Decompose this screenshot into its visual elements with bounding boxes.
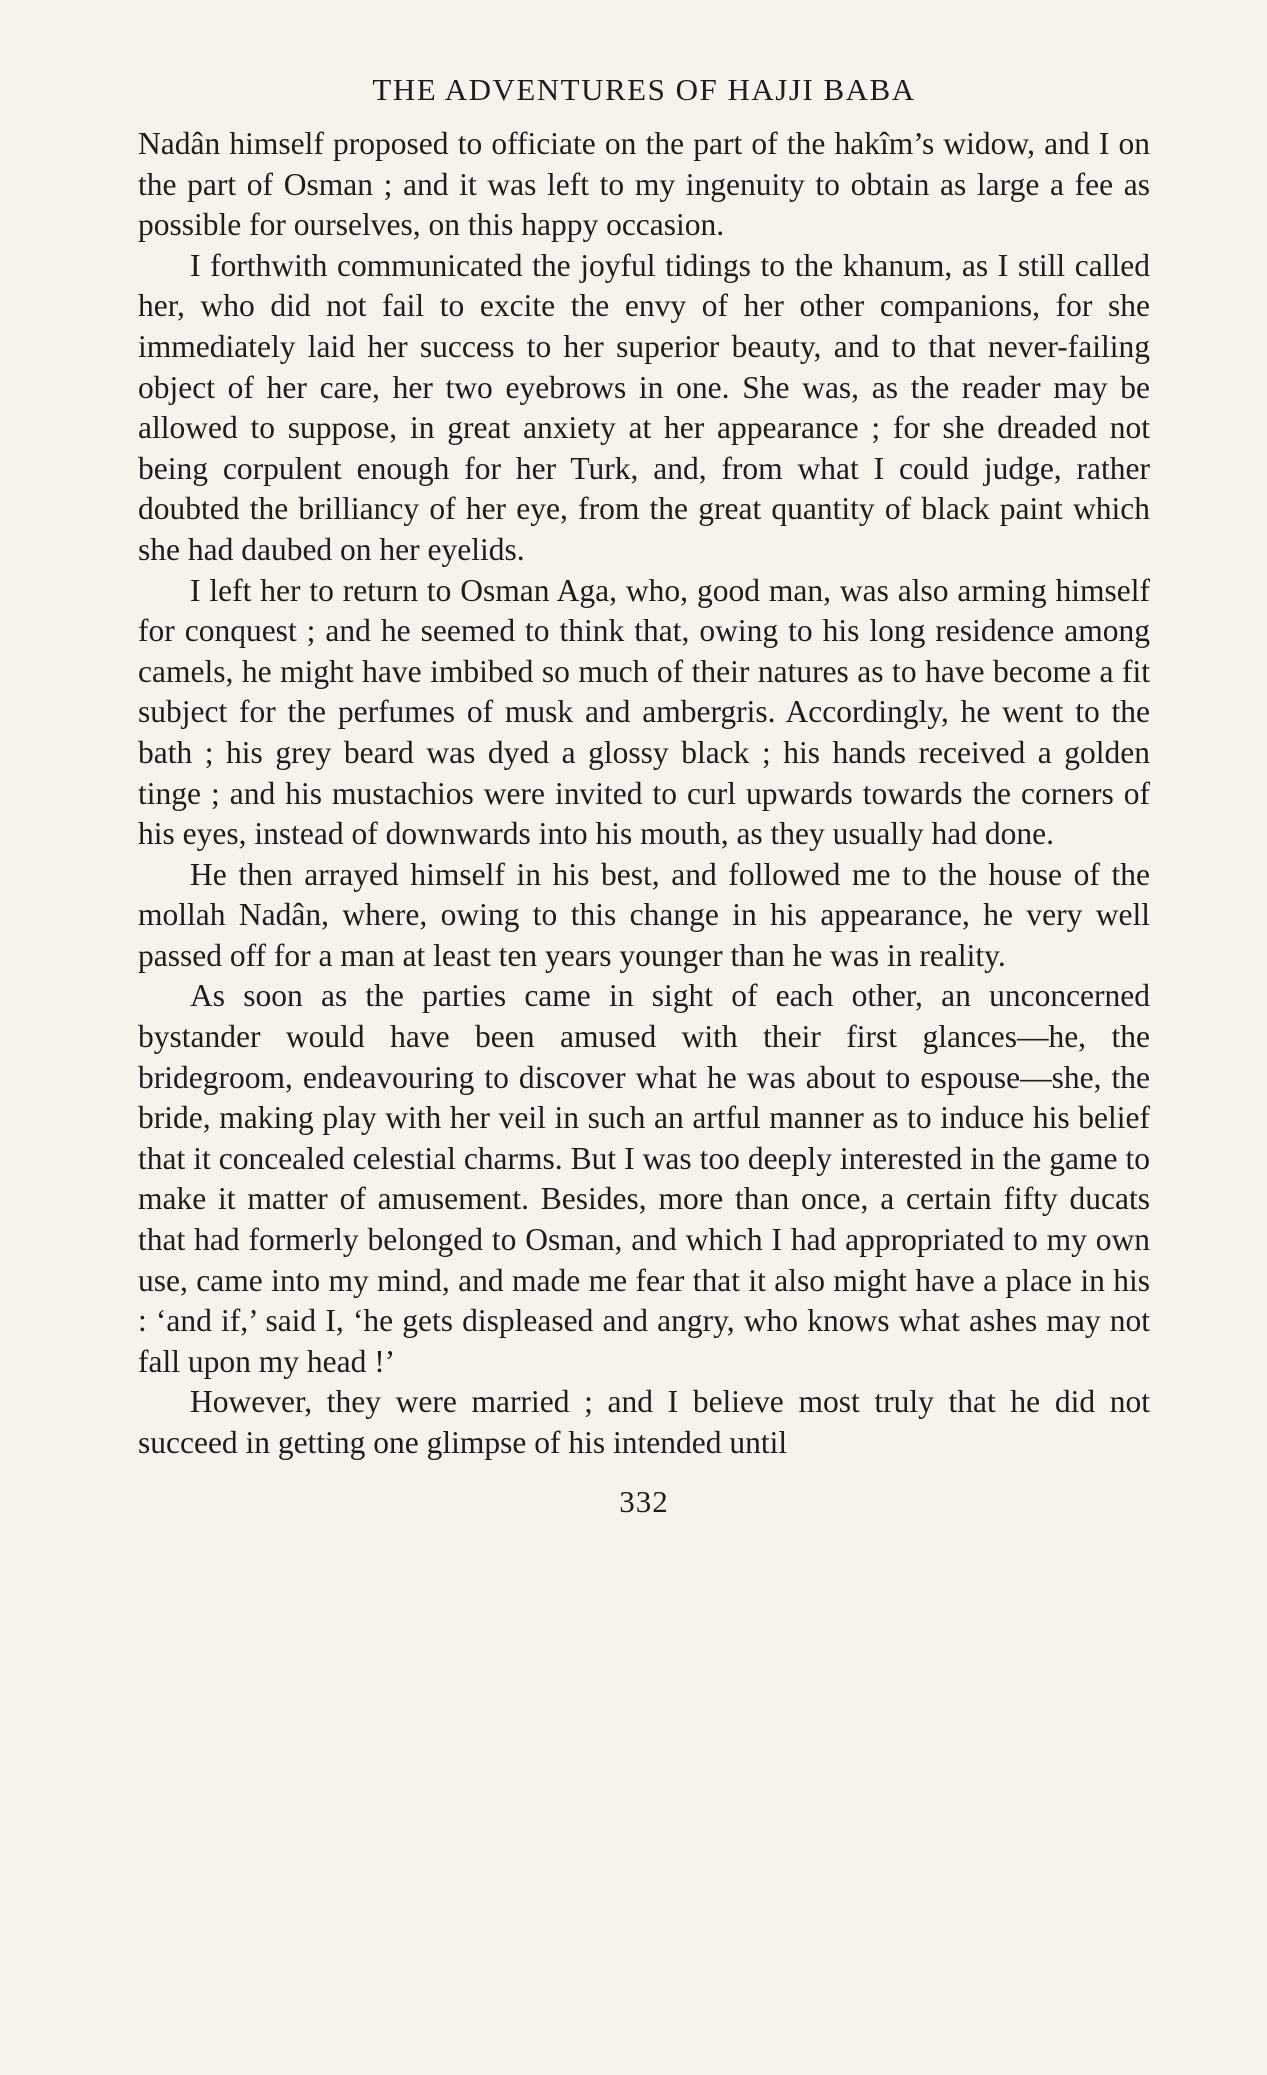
paragraph: As soon as the parties came in sight of each other, an unconcerned bystander would have been amused with their first glances—he, the bridegroom, endeavouring to discover what he was about to espouse—she, the bride, making play with her veil in such an artful manner as to induce his belief that it concealed celestial charms. But I was too deeply interested in the game to make it matter of amusement. Besides, more than once, a certain fifty ducats that had formerly belonged to Osman, and which I had appropriated to my own use, came into my mind, and made me fear that it also might have a place in his : ‘and if,’ said I, ‘he gets displeased and angry, who knows what ashes may not fall upon my head !’ [138, 978, 1150, 1379]
paragraph: I left her to return to Osman Aga, who, good man, was also arming himself for conquest ; and he seemed to think that, owing to his long residence among camels, he might have imbibed so much of their natures as to have become a fit subject for the perfumes of musk and ambergris. Accordingly, he went to the bath ; his grey beard was dyed a glossy black ; his hands received a golden tinge ; and his mustachios were invited to curl upwards towards the corners of his eyes, instead of downwards into his mouth, as they usually had done. [138, 572, 1150, 852]
paragraph: He then arrayed himself in his best, and followed me to the house of the mollah Nadân, where, owing to this change in his appearance, he very well passed off for a man at least ten years younger than he was in reality. [138, 856, 1150, 973]
page-number: 332 [619, 1483, 669, 1519]
body-text [138, 124, 1150, 1464]
paragraph: I forthwith communicated the joyful tidings to the khanum, as I still called her, who did not fail to excite the envy of her other companions, for she immediately laid her success to her superior beauty, and to that never-failing object of her care, her two eyebrows in one. She was, as the reader may be allowed to suppose, in great anxiety at her appearance ; for she dreaded not being corpulent enough for her Turk, and, from what I could judge, rather doubted the brilliancy of her eye, from the great quantity of black paint which she had daubed on her eyelids. [138, 247, 1150, 567]
paragraph: Nadân himself proposed to officiate on the part of the hakîm’s widow, and I on the part of Osman ; and it was left to my ingenuity to obtain as large a fee as possible for ourselves, on this happy occasion. [138, 126, 1150, 243]
book-page [138, 62, 1150, 1526]
running-head: THE ADVENTURES OF HAJJI BABA [372, 72, 916, 107]
paragraph: However, they were married ; and I believe most truly that he did not succeed in getting one glimpse of his intended until [138, 1384, 1150, 1460]
